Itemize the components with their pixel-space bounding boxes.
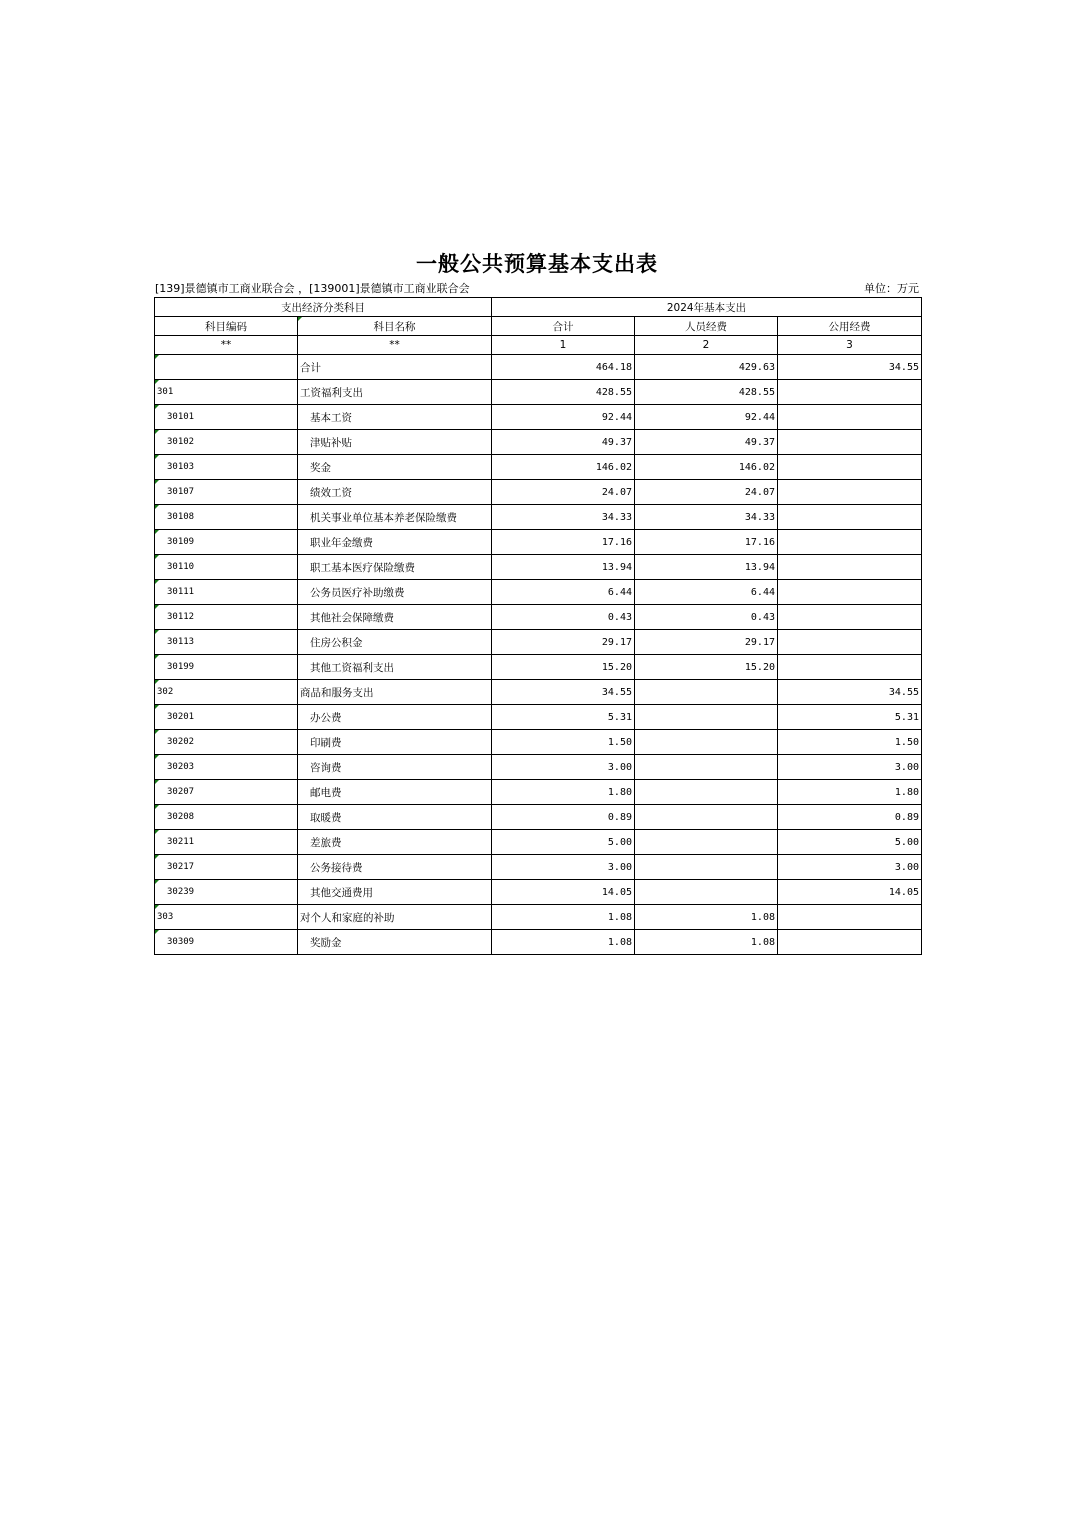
index-personnel: 2 bbox=[635, 336, 778, 355]
cell-name: 咨询费 bbox=[298, 755, 492, 780]
cell-code: 30199 bbox=[155, 655, 298, 680]
cell-public: 1.50 bbox=[778, 730, 922, 755]
cell-public bbox=[778, 405, 922, 430]
cell-code: 30202 bbox=[155, 730, 298, 755]
cell-total: 1.50 bbox=[492, 730, 635, 755]
header-group-row bbox=[155, 298, 922, 317]
cell-public: 3.00 bbox=[778, 855, 922, 880]
cell-public: 34.55 bbox=[778, 355, 922, 380]
organization-label: [139]景德镇市工商业联合会 ，[139001]景德镇市工商业联合会 bbox=[155, 282, 470, 295]
cell-personnel: 1.08 bbox=[635, 905, 778, 930]
cell-code: 30109 bbox=[155, 530, 298, 555]
cell-total: 92.44 bbox=[492, 405, 635, 430]
cell-total: 1.08 bbox=[492, 930, 635, 955]
cell-personnel: 92.44 bbox=[635, 405, 778, 430]
table-row bbox=[155, 730, 922, 755]
table-row bbox=[155, 930, 922, 955]
page-title: 一般公共预算基本支出表 bbox=[416, 251, 658, 276]
cell-total: 464.18 bbox=[492, 355, 635, 380]
cell-personnel: 29.17 bbox=[635, 630, 778, 655]
cell-code: 302 bbox=[155, 680, 298, 705]
cell-name: 其他交通费用 bbox=[298, 880, 492, 905]
cell-name: 机关事业单位基本养老保险缴费 bbox=[298, 505, 492, 530]
cell-personnel: 6.44 bbox=[635, 580, 778, 605]
cell-public bbox=[778, 530, 922, 555]
cell-code: 30111 bbox=[155, 580, 298, 605]
header-col-name: 科目名称 bbox=[298, 317, 492, 336]
cell-code: 30207 bbox=[155, 780, 298, 805]
table-row bbox=[155, 580, 922, 605]
cell-public: 34.55 bbox=[778, 680, 922, 705]
cell-personnel: 1.08 bbox=[635, 930, 778, 955]
cell-public bbox=[778, 605, 922, 630]
cell-personnel bbox=[635, 805, 778, 830]
table-row bbox=[155, 380, 922, 405]
header-index-row bbox=[155, 336, 922, 355]
cell-public bbox=[778, 930, 922, 955]
cell-personnel bbox=[635, 830, 778, 855]
table-row bbox=[155, 755, 922, 780]
cell-name: 合计 bbox=[298, 355, 492, 380]
cell-code: 30103 bbox=[155, 455, 298, 480]
unit-label: 单位：万元 bbox=[864, 282, 919, 295]
cell-public bbox=[778, 555, 922, 580]
cell-total: 5.00 bbox=[492, 830, 635, 855]
cell-public: 5.00 bbox=[778, 830, 922, 855]
table-row bbox=[155, 530, 922, 555]
cell-name: 邮电费 bbox=[298, 780, 492, 805]
cell-code: 30211 bbox=[155, 830, 298, 855]
cell-total: 1.80 bbox=[492, 780, 635, 805]
cell-name: 其他工资福利支出 bbox=[298, 655, 492, 680]
cell-personnel: 146.02 bbox=[635, 455, 778, 480]
cell-name: 奖金 bbox=[298, 455, 492, 480]
cell-total: 15.20 bbox=[492, 655, 635, 680]
cell-total: 49.37 bbox=[492, 430, 635, 455]
cell-total: 146.02 bbox=[492, 455, 635, 480]
table-row bbox=[155, 855, 922, 880]
cell-total: 0.89 bbox=[492, 805, 635, 830]
cell-name: 公务接待费 bbox=[298, 855, 492, 880]
table-row bbox=[155, 905, 922, 930]
cell-public bbox=[778, 905, 922, 930]
cell-personnel bbox=[635, 880, 778, 905]
header-column-row bbox=[155, 317, 922, 336]
cell-name: 印刷费 bbox=[298, 730, 492, 755]
cell-total: 34.55 bbox=[492, 680, 635, 705]
cell-personnel: 429.63 bbox=[635, 355, 778, 380]
cell-name: 津贴补贴 bbox=[298, 430, 492, 455]
table-row bbox=[155, 780, 922, 805]
table-row bbox=[155, 555, 922, 580]
cell-public bbox=[778, 380, 922, 405]
cell-code: 303 bbox=[155, 905, 298, 930]
cell-name: 住房公积金 bbox=[298, 630, 492, 655]
header-col-code: 科目编码 bbox=[155, 317, 298, 336]
cell-public bbox=[778, 655, 922, 680]
cell-total: 24.07 bbox=[492, 480, 635, 505]
table-row bbox=[155, 655, 922, 680]
table-row bbox=[155, 880, 922, 905]
cell-code: 301 bbox=[155, 380, 298, 405]
table-row bbox=[155, 480, 922, 505]
index-code: ** bbox=[155, 336, 298, 355]
cell-public: 0.89 bbox=[778, 805, 922, 830]
cell-personnel: 17.16 bbox=[635, 530, 778, 555]
cell-public: 1.80 bbox=[778, 780, 922, 805]
cell-personnel bbox=[635, 855, 778, 880]
cell-name: 办公费 bbox=[298, 705, 492, 730]
cell-name: 取暖费 bbox=[298, 805, 492, 830]
cell-personnel bbox=[635, 755, 778, 780]
cell-total: 6.44 bbox=[492, 580, 635, 605]
header-col-public: 公用经费 bbox=[778, 317, 922, 336]
cell-name: 差旅费 bbox=[298, 830, 492, 855]
cell-code: 30112 bbox=[155, 605, 298, 630]
cell-personnel bbox=[635, 680, 778, 705]
table-row bbox=[155, 705, 922, 730]
cell-name: 工资福利支出 bbox=[298, 380, 492, 405]
cell-total: 14.05 bbox=[492, 880, 635, 905]
cell-personnel bbox=[635, 780, 778, 805]
cell-name: 商品和服务支出 bbox=[298, 680, 492, 705]
cell-public bbox=[778, 630, 922, 655]
cell-personnel: 0.43 bbox=[635, 605, 778, 630]
cell-personnel bbox=[635, 730, 778, 755]
header-col-personnel: 人员经费 bbox=[635, 317, 778, 336]
cell-code: 30108 bbox=[155, 505, 298, 530]
cell-personnel bbox=[635, 705, 778, 730]
header-economic-classification: 支出经济分类科目 bbox=[155, 298, 492, 317]
cell-code: 30201 bbox=[155, 705, 298, 730]
table-row bbox=[155, 680, 922, 705]
cell-public: 5.31 bbox=[778, 705, 922, 730]
cell-code: 30102 bbox=[155, 430, 298, 455]
cell-code: 30217 bbox=[155, 855, 298, 880]
cell-public bbox=[778, 480, 922, 505]
table-row bbox=[155, 830, 922, 855]
cell-public bbox=[778, 580, 922, 605]
budget-table bbox=[154, 297, 922, 955]
cell-total: 428.55 bbox=[492, 380, 635, 405]
cell-name: 职工基本医疗保险缴费 bbox=[298, 555, 492, 580]
cell-total: 5.31 bbox=[492, 705, 635, 730]
cell-name: 公务员医疗补助缴费 bbox=[298, 580, 492, 605]
cell-total: 3.00 bbox=[492, 755, 635, 780]
cell-public bbox=[778, 430, 922, 455]
table-row bbox=[155, 455, 922, 480]
cell-name: 基本工资 bbox=[298, 405, 492, 430]
cell-code: 30208 bbox=[155, 805, 298, 830]
cell-total: 0.43 bbox=[492, 605, 635, 630]
cell-total: 17.16 bbox=[492, 530, 635, 555]
cell-code: 30107 bbox=[155, 480, 298, 505]
index-total: 1 bbox=[492, 336, 635, 355]
table-row bbox=[155, 505, 922, 530]
cell-code: 30239 bbox=[155, 880, 298, 905]
table-row bbox=[155, 355, 922, 380]
cell-code: 30309 bbox=[155, 930, 298, 955]
cell-personnel: 13.94 bbox=[635, 555, 778, 580]
header-basic-expenditure-2024: 2024年基本支出 bbox=[492, 298, 922, 317]
cell-code: 30113 bbox=[155, 630, 298, 655]
cell-public bbox=[778, 505, 922, 530]
table-row bbox=[155, 430, 922, 455]
cell-personnel: 428.55 bbox=[635, 380, 778, 405]
cell-total: 34.33 bbox=[492, 505, 635, 530]
cell-personnel: 15.20 bbox=[635, 655, 778, 680]
cell-public: 14.05 bbox=[778, 880, 922, 905]
cell-name: 职业年金缴费 bbox=[298, 530, 492, 555]
cell-name: 对个人和家庭的补助 bbox=[298, 905, 492, 930]
table-row bbox=[155, 605, 922, 630]
index-name: ** bbox=[298, 336, 492, 355]
table-row bbox=[155, 805, 922, 830]
cell-personnel: 49.37 bbox=[635, 430, 778, 455]
cell-total: 29.17 bbox=[492, 630, 635, 655]
cell-personnel: 34.33 bbox=[635, 505, 778, 530]
cell-code bbox=[155, 355, 298, 380]
table-row bbox=[155, 630, 922, 655]
cell-total: 13.94 bbox=[492, 555, 635, 580]
cell-name: 其他社会保障缴费 bbox=[298, 605, 492, 630]
cell-public: 3.00 bbox=[778, 755, 922, 780]
cell-personnel: 24.07 bbox=[635, 480, 778, 505]
cell-name: 绩效工资 bbox=[298, 480, 492, 505]
index-public: 3 bbox=[778, 336, 922, 355]
cell-code: 30110 bbox=[155, 555, 298, 580]
cell-code: 30101 bbox=[155, 405, 298, 430]
cell-code: 30203 bbox=[155, 755, 298, 780]
cell-total: 3.00 bbox=[492, 855, 635, 880]
cell-name: 奖励金 bbox=[298, 930, 492, 955]
header-col-total: 合计 bbox=[492, 317, 635, 336]
cell-public bbox=[778, 455, 922, 480]
table-row bbox=[155, 405, 922, 430]
cell-total: 1.08 bbox=[492, 905, 635, 930]
